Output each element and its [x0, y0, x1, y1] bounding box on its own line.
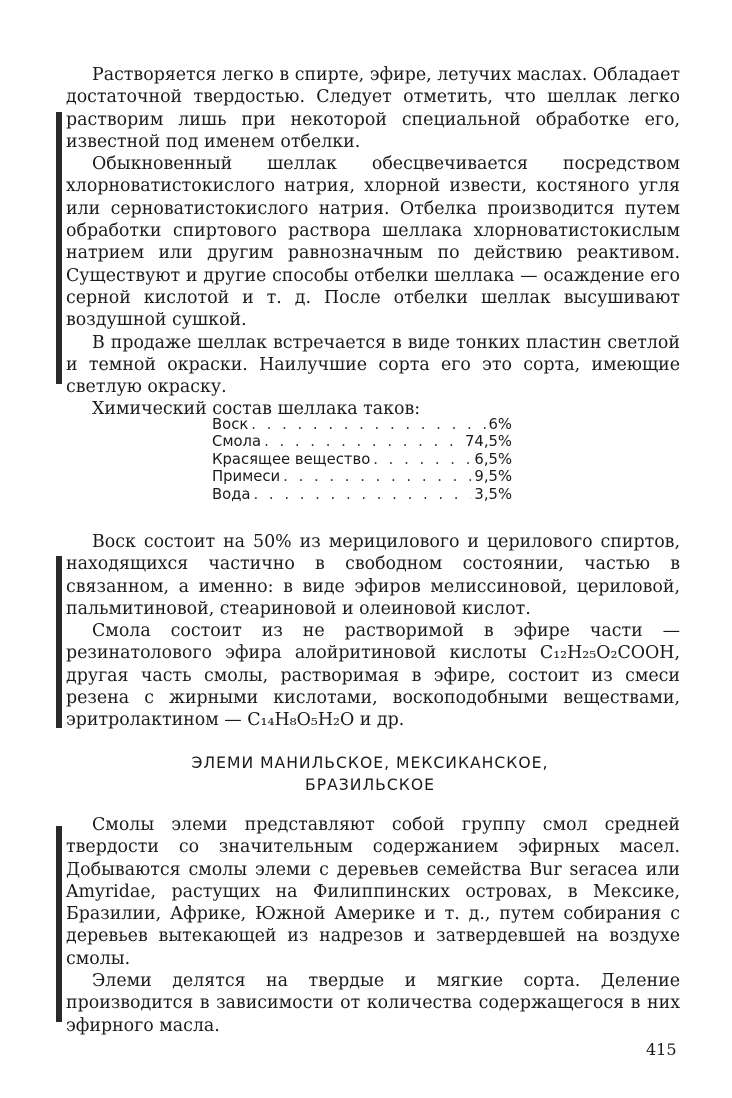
- leader-dots: [264, 433, 462, 450]
- composition-row: [212, 416, 512, 433]
- text-block-elemi: [66, 814, 680, 1037]
- paragraph: Химический состав шеллака таков:: [92, 399, 421, 420]
- composition-value: 6,5%: [474, 450, 512, 468]
- leader-dots: [373, 451, 471, 468]
- heading-line: ЭЛЕМИ МАНИЛЬСКОЕ, МЕКСИКАНСКОЕ,: [191, 754, 549, 772]
- paragraph: Смола состоит из не растворимой в эфире части — резинатолового эфира алойритиновой кислоты C₁₂H₂₅O₂COOH, другая часть смолы, растворимая в эфире, состоит из смеси резена с жирными кислотами, воскоподобными веществами, эритролактином — C₁₄H₈O₅H₂O и др.: [66, 621, 680, 731]
- composition-row: [212, 433, 512, 450]
- paragraph: Воск состоит на 50% из мерицилового и церилового спиртов, находящихся частично в свободном состоянии, частью в связанном, а именно: в виде эфиров мелиссиновой, цериловой, пальмитиновой, стеариновой и олеиновой кислот.: [66, 532, 680, 619]
- text-block-shellac: [66, 64, 680, 421]
- composition-name: Воск: [212, 416, 249, 433]
- paragraph: Растворяется легко в спирте, эфире, летучих маслах. Обладает достаточной твердостью. Следует отметить, что шеллак легко растворим лишь при некоторой специальной обработке его, известной под именем отбелки.: [66, 65, 680, 152]
- heading-line: БРАЗИЛЬСКОЕ: [305, 776, 435, 794]
- composition-name: Вода: [212, 485, 251, 503]
- text-block-wax-resin: [66, 531, 680, 732]
- leader-dots: [251, 416, 485, 433]
- composition-table: [212, 416, 512, 503]
- composition-value: 9,5%: [474, 468, 512, 486]
- composition-value: 3,5%: [474, 485, 512, 503]
- binding-shadow-bottom: [56, 826, 62, 1022]
- composition-name: Смола: [212, 433, 262, 451]
- composition-name: Примеси: [212, 468, 281, 486]
- composition-row: [212, 451, 512, 468]
- page-number: 415: [646, 1040, 677, 1059]
- composition-name: Красящее вещество: [212, 450, 371, 468]
- composition-value: 6%: [488, 416, 512, 433]
- paragraph: Элеми делятся на твердые и мягкие сорта. Деление производится в зависимости от количества содержащегося в них эфирного масла.: [66, 971, 680, 1036]
- leader-dots: [254, 486, 472, 503]
- binding-shadow-top: [56, 112, 62, 384]
- leader-dots: [283, 468, 471, 485]
- composition-row: [212, 468, 512, 485]
- paragraph: Смолы элеми представляют собой группу смол средней твердости со значительным содержанием эфирных масел. Добываются смолы элеми с деревьев семейства Bur seracea или Amyridae, растущих на Филиппинских островах, в Мексике, Бразилии, Африке, Южной Америке и т. д., путем собирания с деревьев вытекающей из надрезов и затвердевшей на воздухе смолы.: [66, 815, 680, 969]
- composition-value: 74,5%: [464, 433, 512, 451]
- section-heading: [100, 752, 640, 796]
- paragraph: В продаже шеллак встречается в виде тонких пластин светлой и темной окраски. Наилучшие сорта его это сорта, имеющие светлую окраску.: [66, 332, 680, 398]
- paragraph: Обыкновенный шеллак обесцвечивается посредством хлорноватистокислого натрия, хлорной извести, костяного угля или серноватистокислого натрия. Отбелка производится путем обработки спиртового раствора шеллака хлорноватистокислым натрием или другим равнозначным по действию реактивом. Существуют и другие способы отбелки шеллака — осаждение его серной кислотой и т. д. После отбелки шеллак высушивают воздушной сушкой.: [66, 154, 680, 331]
- composition-row: [212, 486, 512, 503]
- binding-shadow-middle: [56, 556, 62, 728]
